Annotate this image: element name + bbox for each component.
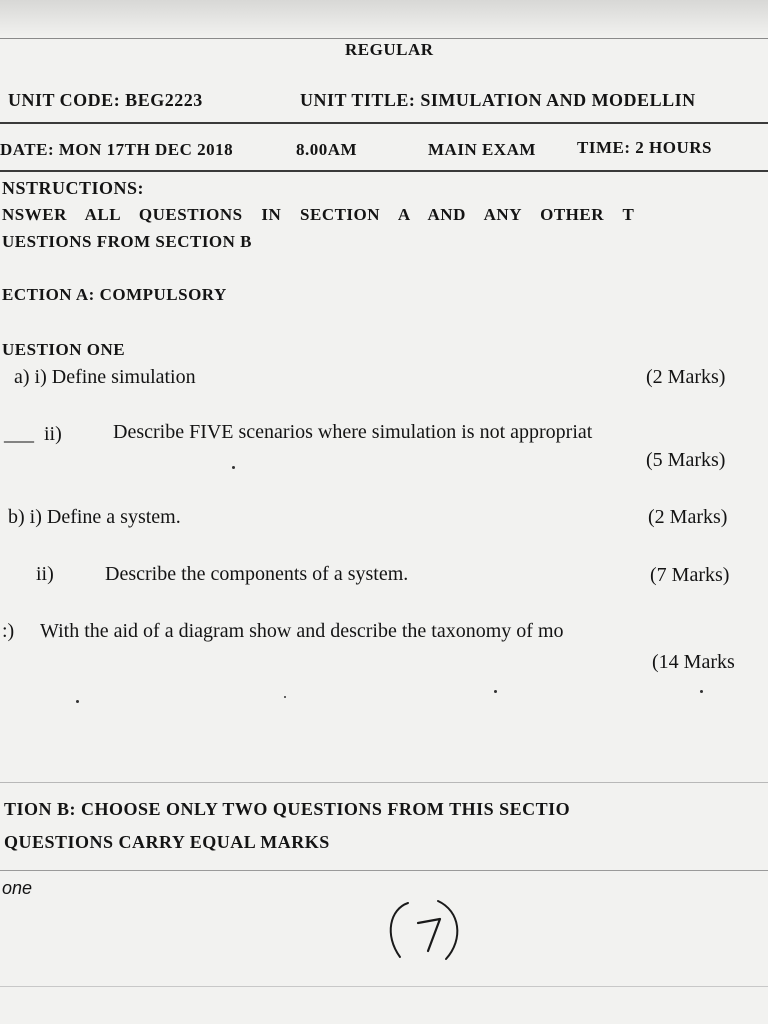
section-b-question-start: one bbox=[2, 878, 33, 898]
q1b-ii-label: ii) bbox=[36, 563, 54, 585]
instructions-line-2: UESTIONS FROM SECTION B bbox=[2, 232, 253, 251]
handwritten-score-mark bbox=[378, 895, 478, 975]
scan-speck bbox=[284, 696, 286, 698]
section-b-rule-top bbox=[0, 782, 768, 783]
q1b-i-label: b) i) Define a system. bbox=[8, 506, 181, 528]
q1c-label: :) bbox=[2, 620, 15, 642]
scan-edge-shadow bbox=[0, 0, 768, 38]
q1a-ii-prefix: ___ bbox=[4, 423, 34, 445]
exam-kind: MAIN EXAM bbox=[428, 140, 536, 159]
section-a-heading: ECTION A: COMPULSORY bbox=[2, 285, 227, 304]
scan-speck bbox=[76, 700, 79, 703]
q1c-marks: (14 Marks bbox=[652, 651, 735, 673]
q1b-ii-marks: (7 Marks) bbox=[650, 564, 730, 586]
q1c-text: With the aid of a diagram show and describe the taxonomy of mo bbox=[40, 620, 564, 642]
q1b-i-marks: (2 Marks) bbox=[648, 506, 728, 528]
q1a-i-marks: (2 Marks) bbox=[646, 366, 726, 388]
unit-code: UNIT CODE: BEG2223 bbox=[8, 90, 203, 110]
q1a-i-label: a) i) Define simulation bbox=[14, 366, 196, 388]
q1b-ii-text: Describe the components of a system. bbox=[105, 563, 409, 585]
top-rule bbox=[0, 38, 768, 39]
exam-duration: TIME: 2 HOURS bbox=[577, 138, 712, 157]
exam-time-of-day: 8.00AM bbox=[296, 140, 358, 159]
unit-title: UNIT TITLE: SIMULATION AND MODELLIN bbox=[300, 90, 696, 110]
section-b-rule-bottom bbox=[0, 870, 768, 871]
exam-type: REGULAR bbox=[345, 40, 434, 59]
section-b-heading-line-1: TION B: CHOOSE ONLY TWO QUESTIONS FROM THIS SECTIO bbox=[4, 799, 571, 819]
instructions-heading: NSTRUCTIONS: bbox=[2, 178, 145, 198]
q1a-ii-label: ii) bbox=[44, 423, 62, 445]
header-rule-1 bbox=[0, 122, 768, 124]
instructions-line-1: NSWER ALL QUESTIONS IN SECTION A AND ANY OTHER T bbox=[2, 205, 635, 224]
q1a-ii-marks: (5 Marks) bbox=[646, 449, 726, 471]
section-b-heading-line-2: QUESTIONS CARRY EQUAL MARKS bbox=[4, 832, 330, 852]
scan-speck bbox=[232, 466, 235, 469]
header-rule-2 bbox=[0, 170, 768, 172]
q1a-ii-text: Describe FIVE scenarios where simulation is not appropriat bbox=[113, 421, 593, 443]
scan-speck bbox=[700, 690, 703, 693]
scan-line bbox=[0, 986, 768, 987]
scan-speck bbox=[494, 690, 497, 693]
question-one-heading: UESTION ONE bbox=[2, 340, 126, 359]
exam-date: DATE: MON 17TH DEC 2018 bbox=[0, 140, 234, 159]
